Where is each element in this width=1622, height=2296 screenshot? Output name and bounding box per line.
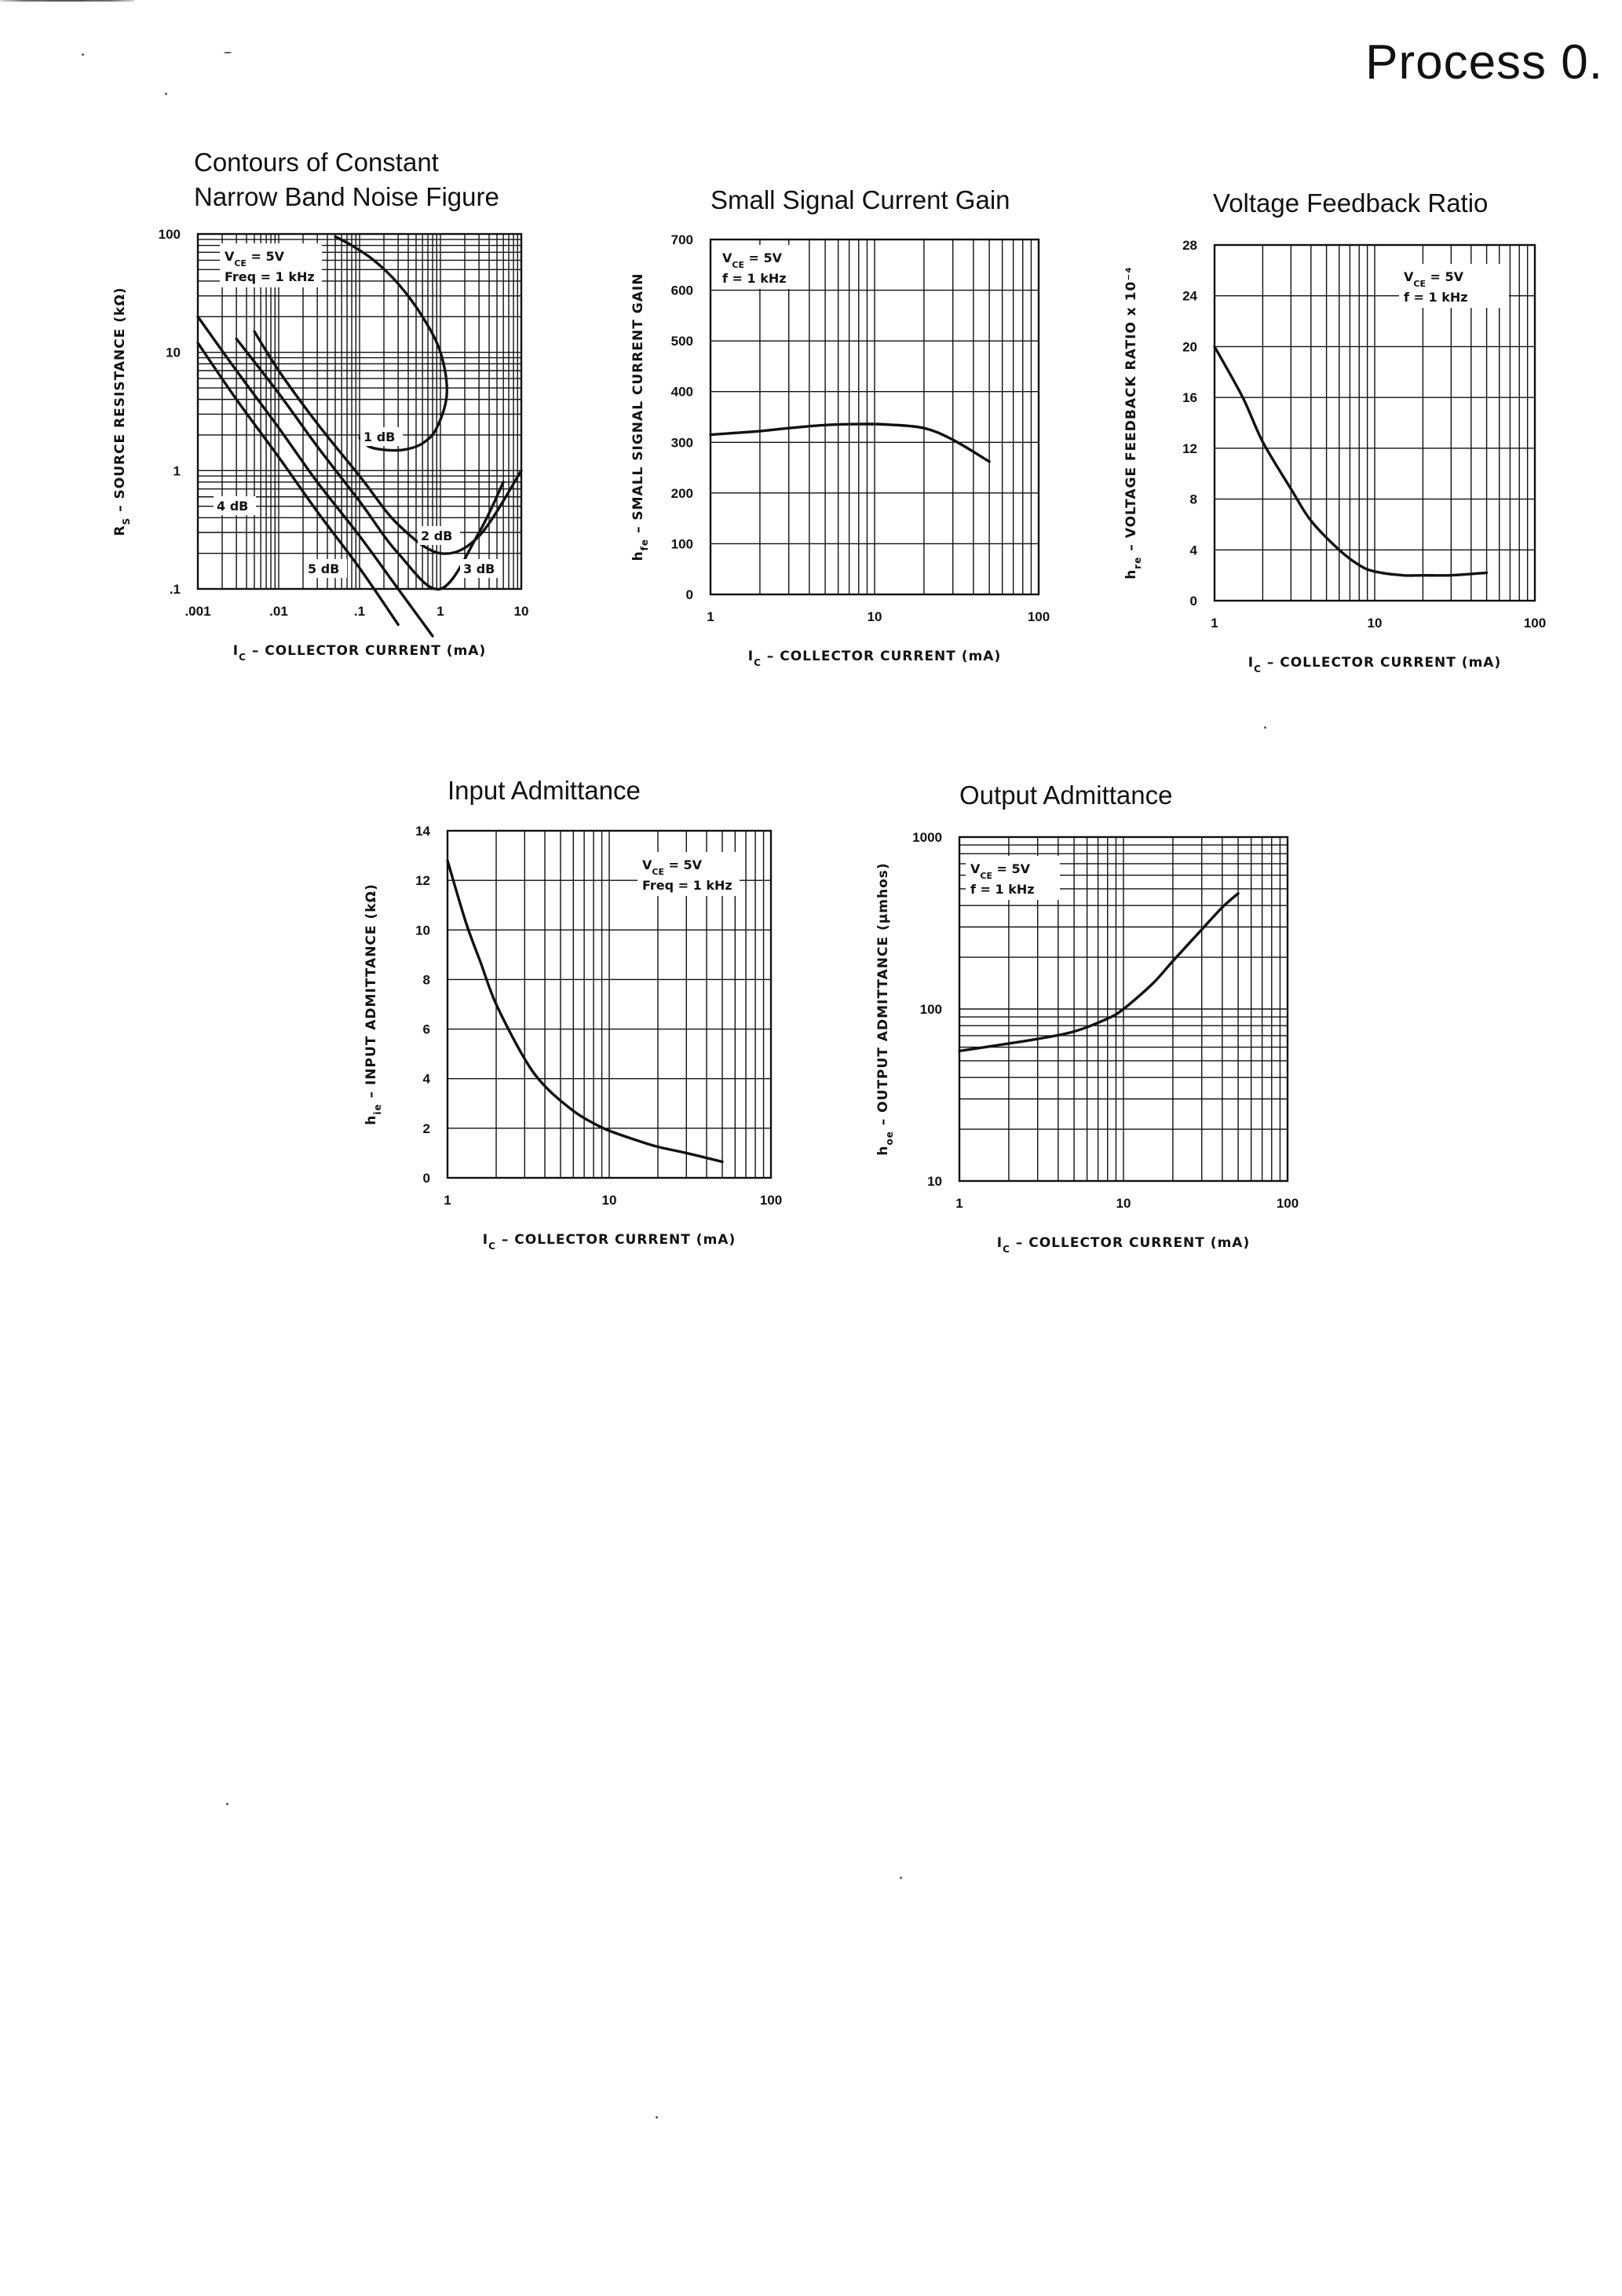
y-tick-label: 16 bbox=[1182, 390, 1197, 406]
condition-label: $V_{CE} = 5V$ bbox=[970, 861, 1031, 881]
x-tick-label: 10 bbox=[1116, 1196, 1131, 1211]
y-axis-label: $h_{ie}$ – INPUT ADMITTANCE (kΩ) bbox=[363, 883, 383, 1125]
x-tick-label: 1 bbox=[444, 1193, 451, 1208]
y-tick-label: 1000 bbox=[912, 830, 942, 845]
x-tick-label: 10 bbox=[513, 604, 529, 619]
x-axis-label: $I_C$ – COLLECTOR CURRENT (mA) bbox=[232, 643, 487, 663]
x-tick-label: 100 bbox=[759, 1193, 783, 1208]
y-tick-label: 8 bbox=[422, 972, 430, 988]
y-axis-label: $h_{fe}$ – SMALL SIGNAL CURRENT GAIN bbox=[630, 272, 650, 561]
annotation-label: 3 dB bbox=[463, 561, 495, 576]
y-tick-label: 12 bbox=[1182, 441, 1197, 456]
y-tick-label: 0 bbox=[422, 1171, 430, 1186]
x-tick-label: 1 bbox=[707, 609, 714, 624]
y-tick-label: 700 bbox=[670, 232, 693, 247]
y-axis-label: $R_S$ – SOURCE RESISTANCE (kΩ) bbox=[112, 287, 132, 536]
x-tick-label: .01 bbox=[269, 604, 288, 619]
condition-label: Freq = 1 kHz bbox=[642, 878, 732, 893]
y-tick-label: 8 bbox=[1189, 492, 1197, 507]
x-tick-label: .001 bbox=[184, 604, 211, 619]
condition-label: Freq = 1 kHz bbox=[225, 269, 315, 284]
y-tick-label: 300 bbox=[670, 435, 693, 451]
chart-title: Output Admittance bbox=[959, 781, 1173, 810]
condition-label: $V_{CE} = 5V$ bbox=[722, 250, 783, 270]
condition-label: f = 1 kHz bbox=[1404, 290, 1468, 305]
x-tick-label: 10 bbox=[867, 609, 882, 624]
x-tick-label: 1 bbox=[437, 604, 444, 619]
x-tick-label: .1 bbox=[353, 604, 366, 619]
y-tick-label: 1 bbox=[173, 463, 181, 479]
x-tick-label: 10 bbox=[1367, 616, 1383, 631]
chart-title: Small Signal Current Gain bbox=[711, 185, 1010, 214]
y-tick-label: 10 bbox=[166, 345, 181, 360]
y-tick-label: .1 bbox=[169, 582, 181, 597]
y-tick-label: 100 bbox=[670, 536, 693, 552]
y-tick-label: 400 bbox=[670, 384, 693, 400]
y-tick-label: 14 bbox=[415, 824, 430, 839]
y-tick-label: 28 bbox=[1182, 238, 1197, 253]
y-tick-label: 12 bbox=[415, 873, 430, 889]
page-header: Process 0. bbox=[1365, 35, 1603, 90]
y-axis-label: $h_{oe}$ – OUTPUT ADMITTANCE (μmhos) bbox=[875, 862, 895, 1156]
y-tick-label: 10 bbox=[927, 1174, 942, 1189]
series-line-h_oe bbox=[959, 894, 1238, 1051]
chart-title: Narrow Band Noise Figure bbox=[194, 182, 499, 211]
x-axis-label: $I_C$ – COLLECTOR CURRENT (mA) bbox=[1248, 655, 1502, 675]
annotation-label: 2 dB bbox=[421, 528, 453, 543]
x-tick-label: 100 bbox=[1523, 616, 1547, 631]
y-tick-label: 10 bbox=[415, 923, 430, 938]
condition-label: f = 1 kHz bbox=[970, 882, 1035, 897]
x-tick-label: 100 bbox=[1276, 1196, 1299, 1211]
annotation-label: 1 dB bbox=[363, 430, 396, 444]
chart-title: Input Admittance bbox=[448, 776, 641, 805]
x-tick-label: 1 bbox=[1211, 616, 1218, 631]
y-tick-label: 600 bbox=[670, 283, 693, 298]
x-axis-label: $I_C$ – COLLECTOR CURRENT (mA) bbox=[747, 649, 1002, 668]
x-tick-label: 1 bbox=[955, 1196, 963, 1211]
y-tick-label: 200 bbox=[670, 485, 693, 501]
x-axis-label: $I_C$ – COLLECTOR CURRENT (mA) bbox=[996, 1235, 1251, 1255]
y-tick-label: 0 bbox=[1189, 594, 1197, 609]
x-tick-label: 10 bbox=[601, 1193, 617, 1208]
y-tick-label: 500 bbox=[670, 334, 693, 349]
condition-label: $V_{CE} = 5V$ bbox=[642, 857, 703, 877]
x-tick-label: 100 bbox=[1027, 609, 1050, 624]
y-axis-label: $h_{re}$ – VOLTAGE FEEDBACK RATIO x 10⁻⁴ bbox=[1123, 266, 1143, 579]
annotation-label: 5 dB bbox=[308, 561, 340, 576]
y-tick-label: 4 bbox=[1189, 543, 1197, 558]
y-tick-label: 24 bbox=[1182, 288, 1197, 304]
chart-title: Contours of Constant bbox=[194, 148, 439, 177]
y-tick-label: 20 bbox=[1182, 339, 1197, 355]
condition-label: $V_{CE} = 5V$ bbox=[225, 249, 285, 269]
y-tick-label: 2 bbox=[422, 1121, 430, 1136]
y-tick-label: 0 bbox=[685, 587, 693, 602]
y-tick-label: 4 bbox=[422, 1071, 430, 1087]
annotation-label: 4 dB bbox=[217, 499, 249, 514]
y-tick-label: 100 bbox=[158, 227, 181, 242]
y-tick-label: 6 bbox=[422, 1022, 430, 1037]
chart-title: Voltage Feedback Ratio bbox=[1213, 188, 1489, 218]
condition-label: $V_{CE} = 5V$ bbox=[1404, 269, 1464, 289]
x-axis-label: $I_C$ – COLLECTOR CURRENT (mA) bbox=[482, 1232, 736, 1252]
y-tick-label: 100 bbox=[919, 1002, 942, 1017]
condition-label: f = 1 kHz bbox=[722, 271, 787, 286]
